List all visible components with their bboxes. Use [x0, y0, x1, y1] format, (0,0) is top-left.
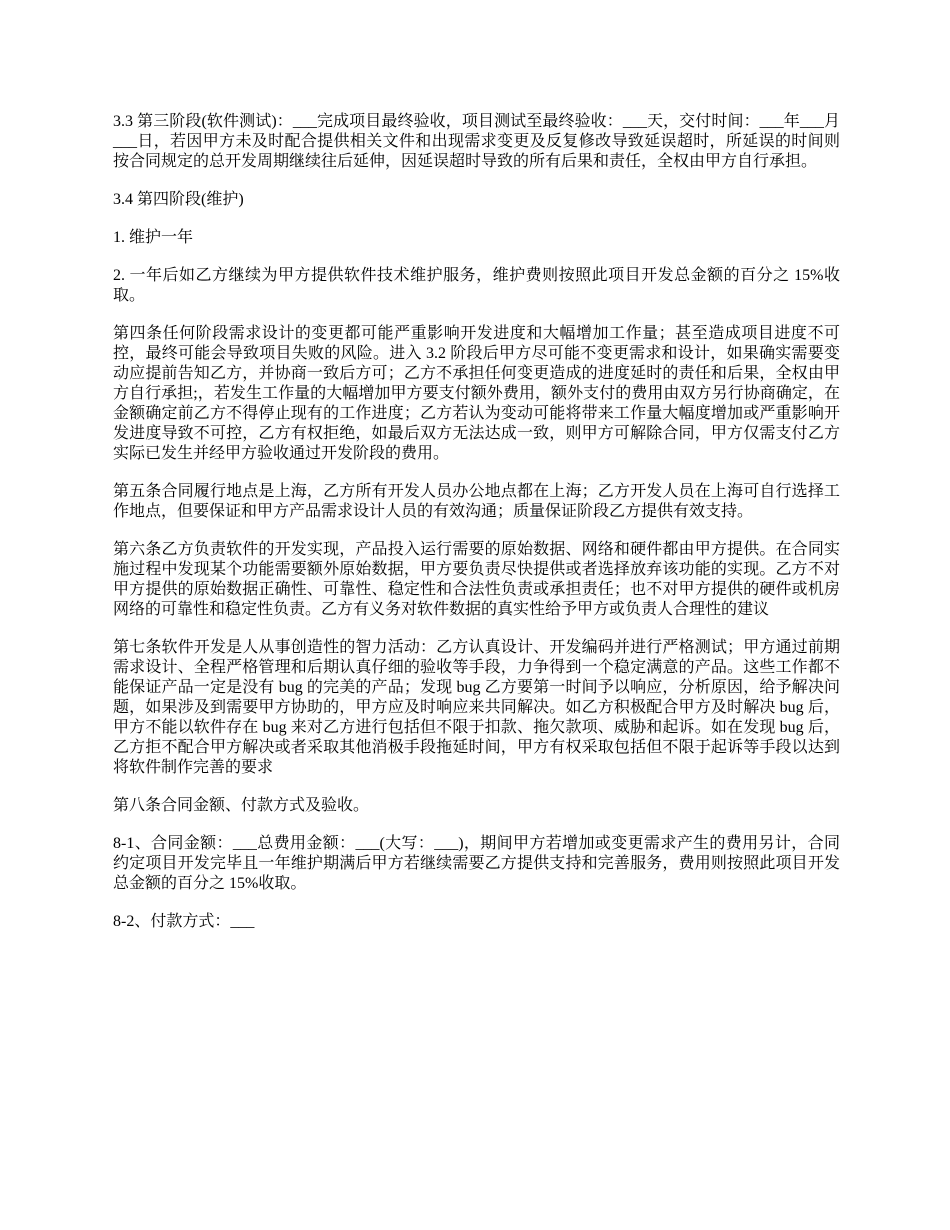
- paragraph-article-8-heading: 第八条合同金额、付款方式及验收。: [113, 797, 370, 814]
- paragraph-article-5-location: 第五条合同履行地点是上海，乙方所有开发人员办公地点都在上海；乙方开发人员在上海可自行选择工作地点，但要保证和甲方产品需求设计人员的有效沟通；质量保证阶段乙方提供有效支持。: [113, 483, 840, 520]
- document-page: [113, 112, 840, 950]
- paragraph-3-4-maintenance-heading: 3.4 第四阶段(维护): [113, 191, 244, 208]
- paragraph-article-4-requirement-changes: 第四条任何阶段需求设计的变更都可能严重影响开发进度和大幅增加工作量；甚至造成项目进度不可控，最终可能会导致项目失败的风险。进入 3.2 阶段后甲方尽可能不变更需求和设计，如果确实需要变动应提前告知乙方，并协商一致后方可；乙方不承担任何变更造成的进度延时的责任和后果，全权由甲方自行承担;，若发生工作量的大幅增加甲方要支付额外费用，额外支付的费用由双方另行协商确定，在金额确定前乙方不得停止现有的工作进度；乙方若认为变动可能将带来工作量大幅度增加或严重影响开发进度导致不可控，乙方有权拒绝，如最后双方无法达成一致，则甲方可解除合同，甲方仅需支付乙方实际已发生并经甲方验收通过开发阶段的费用。: [113, 325, 840, 462]
- paragraph-article-6-responsibilities: 第六条乙方负责软件的开发实现，产品投入运行需要的原始数据、网络和硬件都由甲方提供。在合同实施过程中发现某个功能需要额外原始数据，甲方要负责尽快提供或者选择放弃该功能的实现。乙方不对甲方提供的原始数据正确性、可靠性、稳定性和合法性负责或承担责任；也不对甲方提供的硬件或机房网络的可靠性和稳定性负责。乙方有义务对软件数据的真实性给予甲方或负责人合理性的建议: [113, 541, 840, 618]
- paragraph-maintenance-fee: 2. 一年后如乙方继续为甲方提供软件技术维护服务，维护费则按照此项目开发总金额的百分之 15%收取。: [113, 267, 840, 304]
- paragraph-article-7-development: 第七条软件开发是人从事创造性的智力活动：乙方认真设计、开发编码并进行严格测试；甲方通过前期需求设计、全程严格管理和后期认真仔细的验收等手段，力争得到一个稳定满意的产品。这些工作都不能保证产品一定是没有 bug 的完美的产品；发现 bug 乙方要第一时间予以响应，分析原因，给予解决问题，如果涉及到需要甲方协助的，甲方应及时响应来共同解决。如乙方积极配合甲方及时解决 bug 后，甲方不能以软件存在 bug 来对乙方进行包括但不限于扣款、拖欠款项、威胁和起诉。如在发现 bug 后，乙方拒不配合甲方解决或者采取其他消极手段拖延时间，甲方有权采取包括但不限于起诉等手段以达到将软件制作完善的要求: [113, 639, 840, 776]
- paragraph-maintenance-one-year: 1. 维护一年: [113, 229, 194, 246]
- paragraph-3-3-software-testing: 3.3 第三阶段(软件测试)：___完成项目最终验收，项目测试至最终验收：___天，交付时间：___年___月___日，若因甲方未及时配合提供相关文件和出现需求变更及反复修改导致延误超时，所延误的时间则按合同规定的总开发周期继续往后延伸，因延误超时导致的所有后果和责任，全权由甲方自行承担。: [113, 113, 840, 170]
- paragraph-8-1-contract-amount: 8-1、合同金额：___总费用金额：___(大写：___)，期间甲方若增加或变更需求产生的费用另计，合同约定项目开发完毕且一年维护期满后甲方若继续需要乙方提供支持和完善服务，费用则按照此项目开发总金额的百分之 15%收取。: [113, 835, 840, 892]
- paragraph-8-2-payment-method: 8-2、付款方式：___: [113, 913, 255, 930]
